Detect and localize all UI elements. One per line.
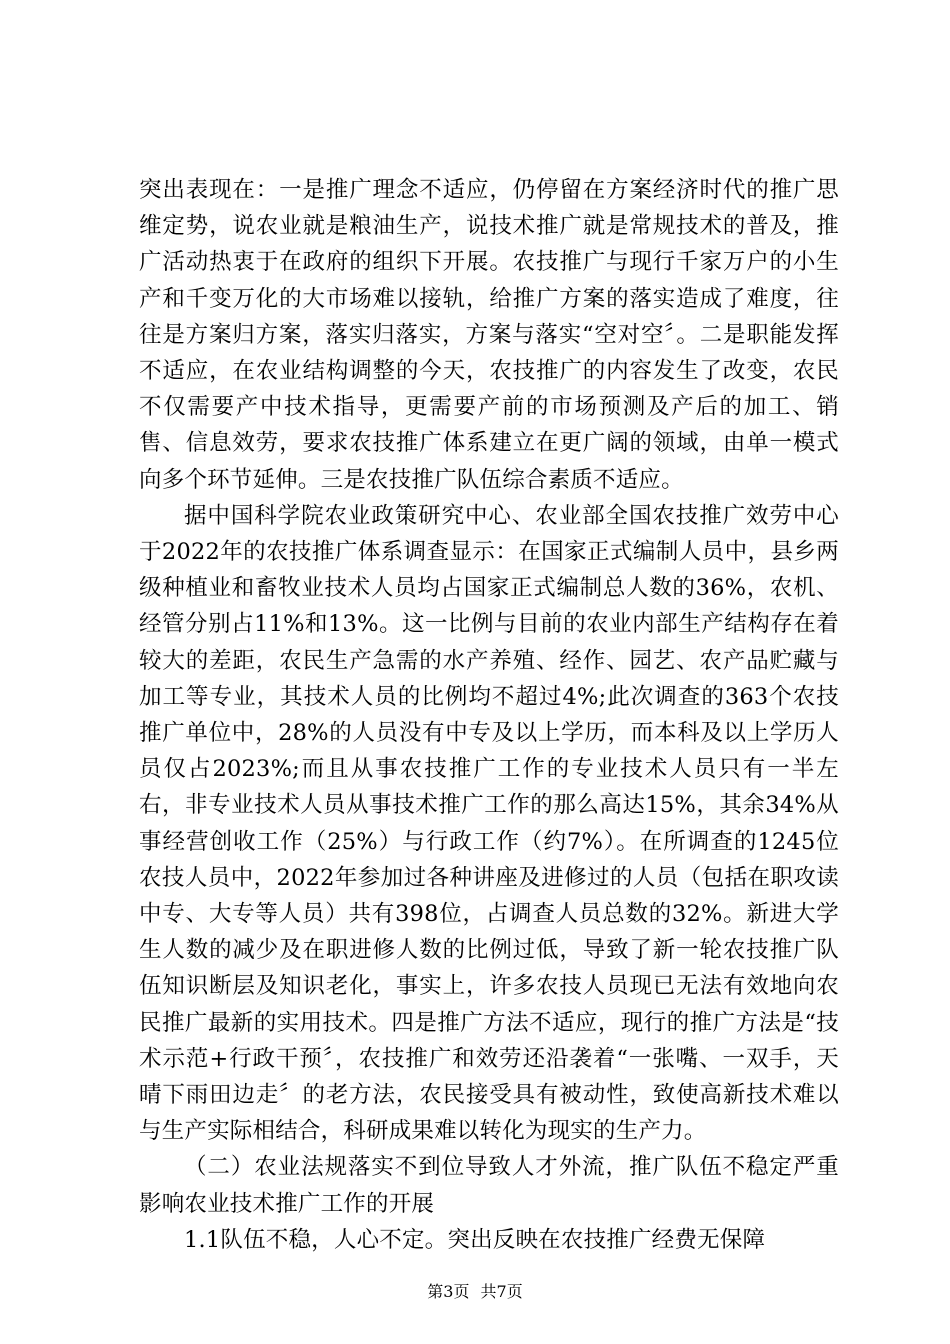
document-body [139,172,839,1258]
page-number: 第3页 [427,1282,470,1301]
page-footer [0,1282,950,1302]
section-heading: （二）农业法规落实不到位导致人才外流，推广队伍不稳定严重影响农业技术推广工作的开展 [139,1154,839,1217]
paragraph-continuation: 突出表现在：一是推广理念不适应，仍停留在方案经济时代的推广思维定势，说农业就是粮油生产，说技术推广就是常规技术的普及，推广活动热衷于在政府的组织下开展。农技推广与现行千家万户的小生产和千变万化的大市场难以接轨，给推广方案的落实造成了难度，往往是方案归方案，落实归落实，方案与落实“空对空〞。二是职能发挥不适应，在农业结构调整的今天，农技推广的内容发生了改变，农民不仅需要产中技术指导，更需要产前的市场预测及产后的加工、销售、信息效劳，要求农技推广体系建立在更广阔的领域，由单一模式向多个环节延伸。三是农技推广队伍综合素质不适应。 [139,177,839,493]
page-total: 共7页 [480,1282,523,1301]
paragraph-survey: 据中国科学院农业政策研究中心、农业部全国农技推广效劳中心于2022年的农技推广体系调查显示：在国家正式编制人员中，县乡两级种植业和畜牧业技术人员均占国家正式编制总人数的36%，农机、经管分别占11%和13%。这一比例与目前的农业内部生产结构存在着较大的差距，农民生产急需的水产养殖、经作、园艺、农产品贮藏与加工等专业，其技术人员的比例均不超过4%;此次调查的363个农技推广单位中，28%的人员没有中专及以上学历，而本科及以上学历人员仅占2023%;而且从事农技推广工作的专业技术人员只有一半左右，非专业技术人员从事技术推广工作的那么高达15%，其余34%从事经营创收工作（25%）与行政工作（约7%）。在所调查的1245位农技人员中，2022年参加过各种讲座及进修过的人员（包括在职攻读中专、大专等人员）共有398位，占调查人员总数的32%。新进大学生人数的减少及在职进修人数的比例过低，导致了新一轮农技推广队伍知识断层及知识老化，事实上，许多农技人员现已无法有效地向农民推广最新的实用技术。四是推广方法不适应，现行的推广方法是“技术示范+行政干预〞，农技推广和效劳还沿袭着“一张嘴、一双手，天晴下雨田边走〞的老方法，农民接受具有被动性，致使高新技术难以与生产实际相结合，科研成果难以转化为现实的生产力。 [139,502,839,1145]
paragraph-subsection: 1.1队伍不稳，人心不定。突出反映在农技推广经费无保障 [184,1226,766,1253]
